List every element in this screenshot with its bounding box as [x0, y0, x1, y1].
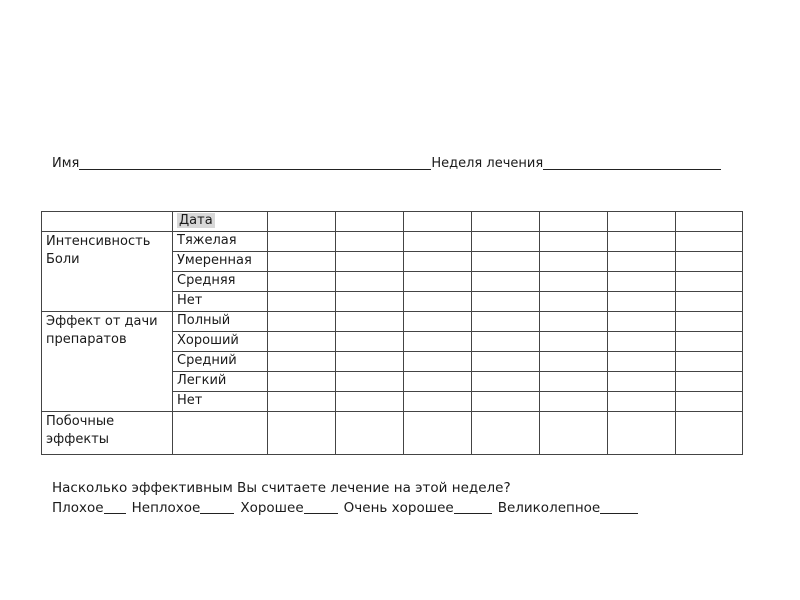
scale-option-very-good: Очень хорошее	[343, 500, 454, 516]
entry-cell[interactable]	[540, 352, 608, 372]
entry-cell[interactable]	[608, 352, 676, 372]
entry-cell[interactable]	[404, 312, 472, 332]
entry-cell[interactable]	[608, 312, 676, 332]
date-label: Дата	[179, 213, 213, 228]
entry-cell[interactable]	[676, 232, 743, 252]
entry-cell[interactable]	[472, 392, 540, 412]
entry-cell[interactable]	[268, 412, 336, 455]
date-header-cell	[173, 212, 268, 232]
scale-option-excellent: Великолепное	[497, 500, 601, 516]
entry-cell[interactable]	[404, 352, 472, 372]
entry-cell[interactable]	[268, 352, 336, 372]
row-label: Тяжелая	[173, 232, 268, 252]
entry-cell[interactable]	[676, 392, 743, 412]
entry-cell[interactable]	[472, 352, 540, 372]
scale-option-good: Хорошее	[240, 500, 304, 516]
entry-cell[interactable]	[608, 392, 676, 412]
entry-cell[interactable]	[676, 272, 743, 292]
entry-cell[interactable]	[404, 232, 472, 252]
row-label: Полный	[173, 312, 268, 332]
row-label: Умеренная	[173, 252, 268, 272]
row-label: Легкий	[173, 372, 268, 392]
entry-cell[interactable]	[336, 352, 404, 372]
entry-cell[interactable]	[608, 272, 676, 292]
effectiveness-scale	[52, 498, 644, 518]
entry-cell[interactable]	[608, 292, 676, 312]
row-label: Нет	[173, 292, 268, 312]
entry-cell[interactable]	[404, 412, 472, 455]
entry-cell[interactable]	[540, 332, 608, 352]
week-field[interactable]	[543, 155, 721, 170]
name-label: Имя	[52, 156, 80, 171]
entry-cell[interactable]	[336, 292, 404, 312]
row-label: Средняя	[173, 272, 268, 292]
entry-cell[interactable]	[676, 332, 743, 352]
row-label: Хороший	[173, 332, 268, 352]
entry-cell[interactable]	[540, 412, 608, 455]
entry-cell[interactable]	[268, 252, 336, 272]
pain-diary-table	[41, 211, 743, 455]
medication-effect-label: Эффект от дачи препаратов	[42, 312, 173, 412]
entry-cell[interactable]	[608, 412, 676, 455]
entry-cell[interactable]	[472, 292, 540, 312]
entry-cell[interactable]	[336, 412, 404, 455]
scale-blank-not-bad[interactable]	[200, 501, 234, 514]
date-cell[interactable]	[676, 212, 743, 232]
date-cell[interactable]	[472, 212, 540, 232]
entry-cell[interactable]	[608, 332, 676, 352]
entry-cell[interactable]	[336, 232, 404, 252]
row-label: Средний	[173, 352, 268, 372]
entry-cell[interactable]	[268, 332, 336, 352]
entry-cell[interactable]	[676, 372, 743, 392]
entry-cell[interactable]	[472, 232, 540, 252]
entry-cell[interactable]	[404, 372, 472, 392]
entry-cell[interactable]	[336, 392, 404, 412]
entry-cell[interactable]	[268, 312, 336, 332]
entry-cell[interactable]	[404, 332, 472, 352]
entry-cell[interactable]	[472, 272, 540, 292]
entry-cell[interactable]	[268, 292, 336, 312]
date-cell[interactable]	[268, 212, 336, 232]
entry-cell[interactable]	[268, 272, 336, 292]
scale-blank-good[interactable]	[304, 501, 338, 514]
date-cell[interactable]	[404, 212, 472, 232]
entry-cell[interactable]	[676, 252, 743, 272]
entry-cell[interactable]	[336, 312, 404, 332]
entry-cell[interactable]	[676, 312, 743, 332]
entry-cell[interactable]	[268, 232, 336, 252]
effect-row-full	[42, 312, 743, 332]
entry-cell[interactable]	[404, 292, 472, 312]
side-effects-row	[42, 412, 743, 455]
row-label: Нет	[173, 392, 268, 412]
header-line	[52, 154, 742, 174]
entry-cell[interactable]	[472, 372, 540, 392]
scale-blank-excellent[interactable]	[600, 501, 638, 514]
pain-row-severe	[42, 232, 743, 252]
entry-cell[interactable]	[404, 392, 472, 412]
date-cell[interactable]	[540, 212, 608, 232]
entry-cell[interactable]	[472, 312, 540, 332]
entry-cell[interactable]	[540, 312, 608, 332]
date-row	[42, 212, 743, 232]
scale-blank-very-good[interactable]	[454, 501, 492, 514]
entry-cell[interactable]	[608, 372, 676, 392]
entry-cell[interactable]	[540, 232, 608, 252]
entry-cell[interactable]	[472, 332, 540, 352]
entry-cell[interactable]	[404, 252, 472, 272]
entry-cell[interactable]	[336, 252, 404, 272]
entry-cell[interactable]	[540, 392, 608, 412]
entry-cell[interactable]	[268, 372, 336, 392]
entry-cell[interactable]	[336, 332, 404, 352]
week-label: Неделя лечения	[431, 156, 544, 171]
entry-cell[interactable]	[268, 392, 336, 412]
entry-cell[interactable]	[472, 412, 540, 455]
entry-cell[interactable]	[608, 252, 676, 272]
pain-intensity-label: Интенсивность Боли	[42, 232, 173, 312]
entry-cell[interactable]	[676, 352, 743, 372]
entry-cell[interactable]	[336, 272, 404, 292]
scale-option-not-bad: Неплохое	[131, 500, 201, 516]
corner-cell	[42, 212, 173, 232]
effectiveness-question: Насколько эффективным Вы считаете лечение на этой неделе?	[52, 480, 511, 496]
scale-option-poor: Плохое	[52, 500, 104, 516]
entry-cell[interactable]	[540, 292, 608, 312]
entry-cell[interactable]	[676, 412, 743, 455]
entry-cell[interactable]	[608, 232, 676, 252]
entry-cell[interactable]	[540, 252, 608, 272]
entry-cell[interactable]	[540, 272, 608, 292]
entry-cell[interactable]	[336, 372, 404, 392]
scale-blank-poor[interactable]	[104, 501, 126, 514]
entry-cell[interactable]	[676, 292, 743, 312]
date-cell[interactable]	[336, 212, 404, 232]
entry-cell[interactable]	[404, 272, 472, 292]
side-effects-sub-cell	[173, 412, 268, 455]
side-effects-label: Побочные эффекты	[42, 412, 173, 455]
name-field[interactable]	[79, 155, 431, 170]
date-cell[interactable]	[608, 212, 676, 232]
entry-cell[interactable]	[472, 252, 540, 272]
entry-cell[interactable]	[540, 372, 608, 392]
